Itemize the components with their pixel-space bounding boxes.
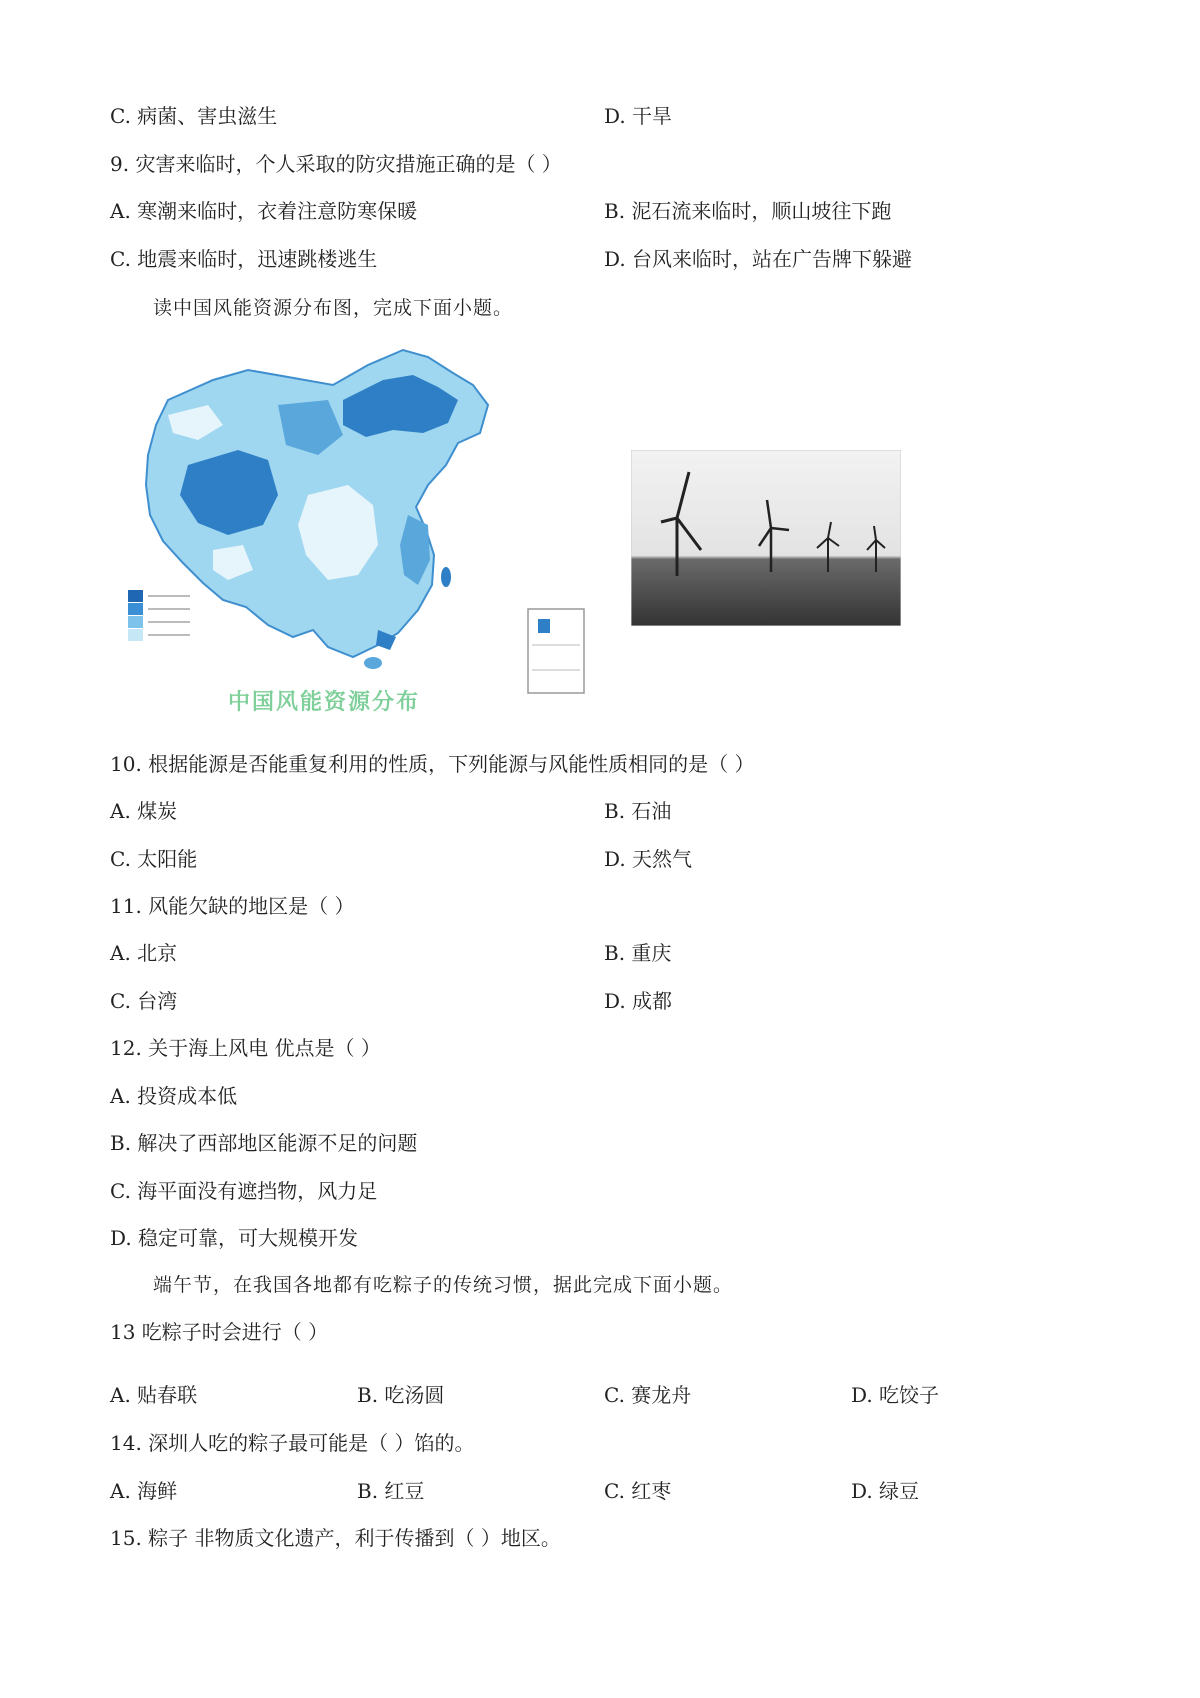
q14-option-b: B. 红豆 — [357, 1479, 425, 1503]
wind-energy-map — [128, 345, 598, 715]
q9-option-b: B. 泥石流来临时，顺山坡往下跑 — [604, 199, 892, 223]
q13-option-a: A. 贴春联 — [110, 1383, 198, 1407]
q14-option-c: C. 红枣 — [604, 1479, 672, 1503]
q10-stem: 10. 根据能源是否能重复利用的性质，下列能源与风能性质相同的是（ ） — [110, 752, 755, 776]
q10-option-c: C. 太阳能 — [110, 847, 198, 871]
q9-option-a: A. 寒潮来临时，衣着注意防寒保暖 — [110, 199, 418, 223]
q8-option-c: C. 病菌、害虫滋生 — [110, 104, 278, 128]
q12-option-b: B. 解决了西部地区能源不足的问题 — [110, 1131, 418, 1155]
q9-option-d: D. 台风来临时，站在广告牌下躲避 — [604, 247, 913, 271]
passage-dragon-boat: 端午节，在我国各地都有吃粽子的传统习惯，据此完成下面小题。 — [153, 1274, 734, 1296]
q14-option-d: D. 绿豆 — [851, 1479, 920, 1503]
q10-option-b: B. 石油 — [604, 799, 672, 823]
q12-option-a: A. 投资成本低 — [110, 1084, 238, 1108]
q14-stem: 14. 深圳人吃的粽子最可能是（ ）馅的。 — [110, 1431, 475, 1455]
map-caption: 中国风能资源分布 — [228, 689, 421, 715]
passage-wind-energy: 读中国风能资源分布图，完成下面小题。 — [153, 297, 514, 319]
q8-option-d: D. 干旱 — [604, 104, 673, 128]
q9-option-c: C. 地震来临时，迅速跳楼逃生 — [110, 247, 378, 271]
q11-option-a: A. 北京 — [110, 941, 178, 965]
q10-option-d: D. 天然气 — [604, 847, 693, 871]
q13-option-d: D. 吃饺子 — [851, 1383, 940, 1407]
q10-option-a: A. 煤炭 — [110, 799, 178, 823]
q11-option-d: D. 成都 — [604, 989, 673, 1013]
q15-stem: 15. 粽子 非物质文化遗产，利于传播到（ ）地区。 — [110, 1526, 561, 1550]
q12-stem: 12. 关于海上风电 优点是（ ） — [110, 1036, 381, 1060]
q11-stem: 11. 风能欠缺的地区是（ ） — [110, 894, 355, 918]
q13-option-b: B. 吃汤圆 — [357, 1383, 445, 1407]
q9-stem: 9. 灾害来临时，个人采取的防灾措施正确的是（ ） — [110, 152, 562, 176]
q11-option-b: B. 重庆 — [604, 941, 672, 965]
offshore-wind-photo — [631, 450, 901, 626]
q13-option-c: C. 赛龙舟 — [604, 1383, 692, 1407]
q14-option-a: A. 海鲜 — [110, 1479, 178, 1503]
q13-stem: 13 吃粽子时会进行（ ） — [110, 1320, 329, 1344]
q12-option-c: C. 海平面没有遮挡物，风力足 — [110, 1179, 378, 1203]
q11-option-c: C. 台湾 — [110, 989, 178, 1013]
q12-option-d: D. 稳定可靠，可大规模开发 — [110, 1226, 359, 1250]
